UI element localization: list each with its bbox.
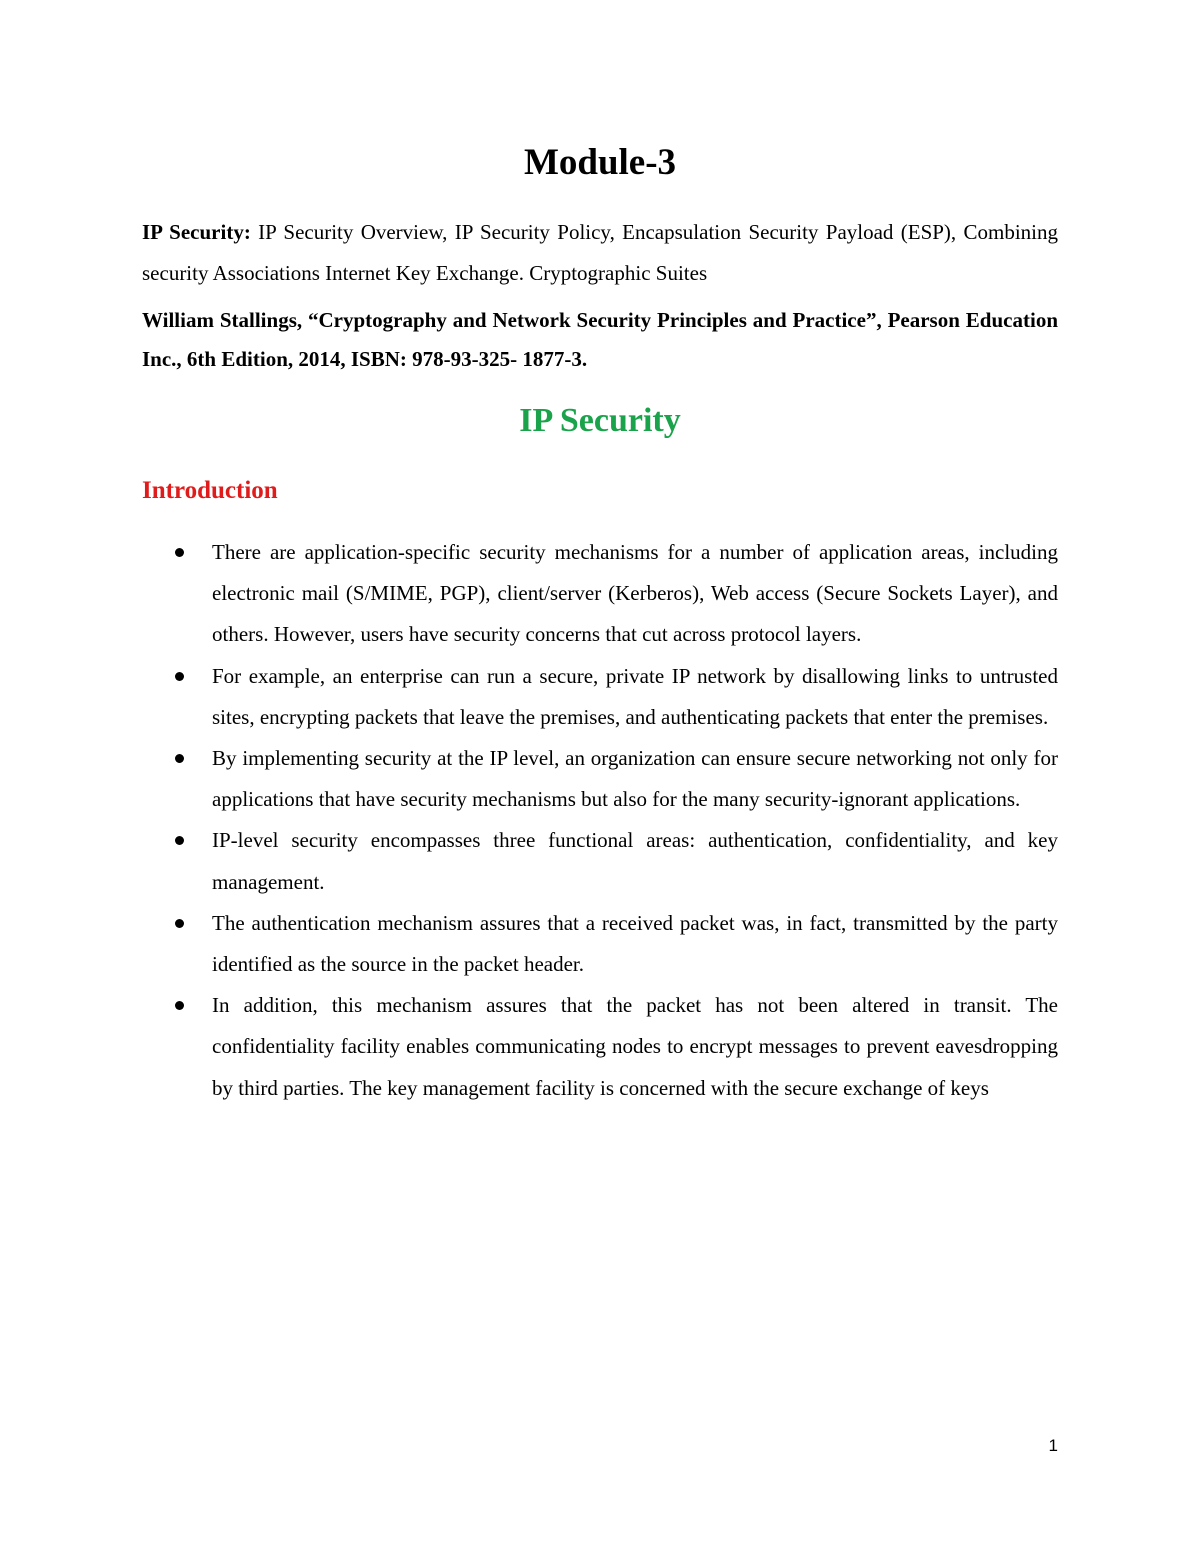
bullet-item [142,656,1058,738]
bullet-list [142,532,1058,1109]
bullet-icon [175,919,184,928]
bullet-text: In addition, this mechanism assures that the packet has not been altered in transit. The confidentiality facility enables communicating nodes to encrypt messages to prevent eavesdropping by third parties. The key management facility is concerned with the secure exchange of keys [212,993,1058,1100]
module-title: Module-3 [523,142,677,183]
bullet-item [142,532,1058,656]
bullet-icon [175,548,184,557]
subsection-title: Introduction [142,477,278,504]
bullet-text: The authentication mechanism assures that a received packet was, in fact, transmitted by the party identified as the source in the packet header. [212,910,1058,977]
syllabus-paragraph [142,212,1058,294]
bullet-item [142,903,1058,985]
syllabus-label: IP Security: [142,220,251,244]
bullet-icon [175,754,184,763]
bullet-icon [175,836,184,845]
bullet-text: By implementing security at the IP level, an organization can ensure secure networking not only for applications that have security mechanisms but also for the many security-ignorant applications. [212,746,1058,812]
bullet-item [142,985,1058,1109]
bullet-icon [175,1001,184,1010]
page-number: 1 [1048,1436,1058,1455]
bullet-item [142,738,1058,820]
bullet-icon [175,672,184,681]
syllabus-text: IP Security Overview, IP Security Policy, Encapsulation Security Payload (ESP), Combining security Associations Internet Key Exchange. Cryptographic Suites [142,220,1059,285]
section-title: IP Security [519,402,681,439]
bullet-text: For example, an enterprise can run a secure, private IP network by disallowing links to untrusted sites, encrypting packets that leave the premises, and authenticating packets that enter the premises. [212,663,1058,729]
textbook-reference: William Stallings, “Cryptography and Network Security Principles and Practice”, Pearson Education Inc., 6th Edition, 2014, ISBN: 978-93-325- 1877-3. [142,308,1058,371]
bullet-text: There are application-specific security mechanisms for a number of application areas, including electronic mail (S/MIME, PGP), client/server (Kerberos), Web access (Secure Sockets Layer), and others. However, users have security concerns that cut across protocol layers. [212,540,1058,647]
bullet-text: IP-level security encompasses three functional areas: authentication, confidentiality, and key management. [212,828,1058,894]
bullet-item [142,820,1058,902]
